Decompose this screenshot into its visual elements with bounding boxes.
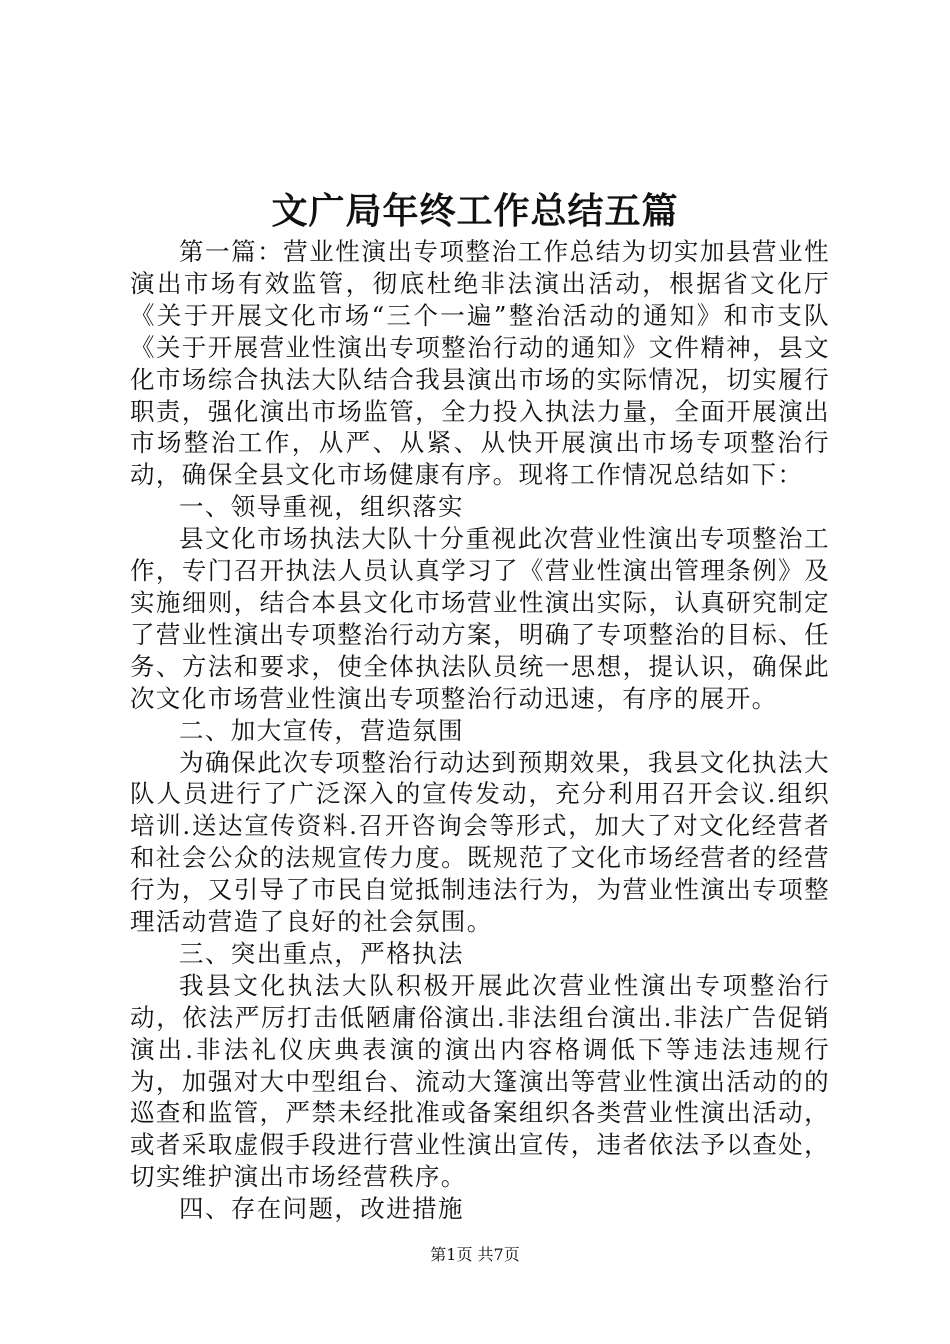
- section-heading: 三、突出重点，严格执法: [179, 938, 464, 968]
- body-paragraph: 为确保此次专项整治行动达到预期效果，我县文化执法大队人员进行了广泛深入的宣传发动，充分利用召开会议.组织培训.送达宣传资料.召开咨询会等形式，加大了对文化经营者和社会公众的法规宣传力度。既规范了文化市场经营者的经营行为，又引导了市民自觉抵制违法行为，为营业性演出专项整理活动营造了良好的社会氛围。: [130, 747, 830, 937]
- section-heading: 一、领导重视，组织落实: [179, 492, 464, 522]
- body-paragraph: 县文化市场执法大队十分重视此次营业性演出专项整治工作，专门召开执法人员认真学习了《营业性演出管理条例》及实施细则，结合本县文化市场营业性演出实际，认真研究制定了营业性演出专项整治行动方案，明确了专项整治的目标、任务、方法和要求，使全体执法队员统一思想，提认识，确保此次文化市场营业性演出专项整治行动迅速，有序的展开。: [130, 524, 830, 713]
- document-body: [130, 236, 830, 1225]
- section-heading: 二、加大宣传，营造氛围: [179, 715, 464, 745]
- body-paragraph: 第一篇：营业性演出专项整治工作总结为切实加县营业性演出市场有效监管，彻底杜绝非法演出活动，根据省文化厅《关于开展文化市场“三个一遍”整治活动的通知》和市支队《关于开展营业性演出专项整治行动的通知》文件精神，县文化市场综合执法大队结合我县演出市场的实际情况，切实履行职责，强化演出市场监管，全力投入执法力量，全面开展演出市场整治工作，从严、从紧、从快开展演出市场专项整治行动，确保全县文化市场健康有序。现将工作情况总结如下：: [130, 237, 830, 490]
- document-title: 文广局年终工作总结五篇: [271, 190, 679, 232]
- page-number: 第1页 共7页: [430, 1245, 520, 1264]
- body-paragraph: 我县文化执法大队积极开展此次营业性演出专项整治行动，依法严厉打击低陋庸俗演出.非法组台演出.非法广告促销演出.非法礼仪庆典表演的演出内容格调低下等违法违规行为，加强对大中型组台、流动大篷演出等营业性演出活动的的巡查和监管，严禁未经批准或备案组织各类营业性演出活动，或者采取虚假手段进行营业性演出宣传，违者依法予以查处，切实维护演出市场经营秩序。: [130, 970, 830, 1192]
- section-heading: 四、存在问题，改进措施: [179, 1194, 464, 1224]
